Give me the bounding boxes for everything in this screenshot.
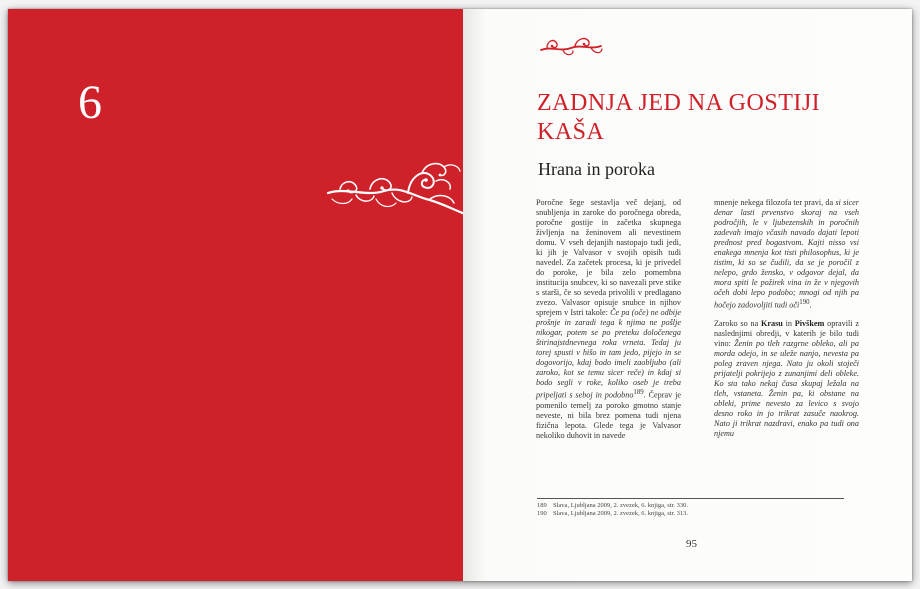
text-column-left [536, 198, 681, 449]
footnote-number: 189 [537, 502, 547, 509]
quoted-text: Ženin po tleh razgrne obleko, ali pa morda odejo, in se uleže nanjo, nevesta pa poleg zraven njega. Nato ju okoli stoječi prijatelji pokrijejo z zunanjimi deli obleke. Ko sta tako nekaj časa skupaj ležala na tleh, vstaneta. Ženin pa, ki obstane na obleki, prime nevesto za levico s svojo desno roko in jo trikrat zasuče naokrog. Nato ji trikrat nazdravi, enako pa tudi ona njemu [714, 338, 859, 438]
section-title: Hrana in poroka [538, 159, 655, 179]
chapter-title: ZADNJA JED NA GOSTIJI KAŠA [537, 90, 821, 145]
body-text: Zaroko so na [714, 318, 761, 328]
text-column-right [714, 198, 859, 447]
body-text: in [782, 318, 795, 328]
footnote-text: Slava, Ljubljana 2009, 2. zvezek, 6. knjiga, str. 330. [553, 502, 689, 509]
footnote-ref: 190 [799, 299, 810, 306]
footnote-ref: 189 [633, 389, 644, 396]
footnote [537, 502, 847, 510]
paragraph [536, 198, 681, 441]
page-number: 95 [686, 538, 697, 550]
body-text: Poročne šege sestavlja več dejanj, od snubljenja in zaroke do poročnega obreda, poročne gostije in začetka skupnega življenja na ženinovem ali nevestinem domu. V vseh dejanjih nastopajo tudi jedi, ki jih je Valvasor v svojih opisih tudi navedel. Za začetek procesa, ki je privedel do poroke, je bila zelo pomembna institucija snubcev, ki so navezali prve stike s starši, če so seveda privolili v predlagano zvezo. Valvasor opisuje snubce in njihov sprejem v Istri takole: [536, 198, 681, 317]
quoted-text: si sicer denar lasti prvenstvo skoraj na vseh področjih, le v ljubezenskih in poročnih zadevah imajo včasih navado dajati lepoti prednost pred bogastvom. Kajti nisso vsi enakega mnenja kot tisti philosophus, ki je tistim, ki so se čudili, da se je poročil z nelepo, grdo žensko, v odgovor dejal, da mora spiti le požirek vina in že v njegovih očeh dobi lepo podobo; mnogi od njih pa hočejo zadovoljiti tudi oči [714, 198, 859, 310]
place-name: Pivškem [794, 318, 825, 328]
place-name: Krasu [760, 318, 783, 328]
acanthus-scroll-ornament-icon [326, 159, 468, 221]
footnote-text: Slava, Ljubljana 2009, 2. zvezek, 6. knjiga, str. 313. [553, 510, 689, 517]
footnote-number: 190 [537, 510, 547, 517]
footnote [537, 510, 847, 518]
footnote-divider [537, 498, 844, 499]
book-spread [8, 9, 912, 581]
paragraph [714, 198, 859, 311]
chapter-number: 6 [78, 76, 102, 129]
small-scroll-ornament-icon [539, 34, 603, 58]
body-text: mnenje nekega filozofa ter pravi, da [714, 198, 836, 207]
footnotes [537, 502, 847, 518]
body-text: . Čeprav je pomenilo temelj za poroko gmotno stanje neveste, ni bila brez pomena tudi njena fizična lepota. Glede tega je Valvasor nekoliko duhovit in navede [536, 390, 681, 440]
quoted-text: Če pa (oče) ne odbije prošnje in zaradi tega k njima ne pošlje nikogar, potem se po preteku določenega štirinajstdnevnega roka vrneta. Tedaj ju torej spusti v hišo in tam jedo, pijejo in se dogovorijo, kdaj bodo imeli zaobljubo (ali zaroko, kot se temu sicer reče) in kdaj si bodo segli v roke, koliko oseb je treba pripeljati s seboj in podobno [536, 308, 681, 400]
right-page [463, 9, 912, 581]
body-text: . [809, 300, 812, 310]
body-text: opravili z naslednjimi obredji, v katerih je bilo tudi vino: [714, 318, 859, 348]
left-page [8, 9, 463, 581]
paragraph [714, 319, 859, 439]
